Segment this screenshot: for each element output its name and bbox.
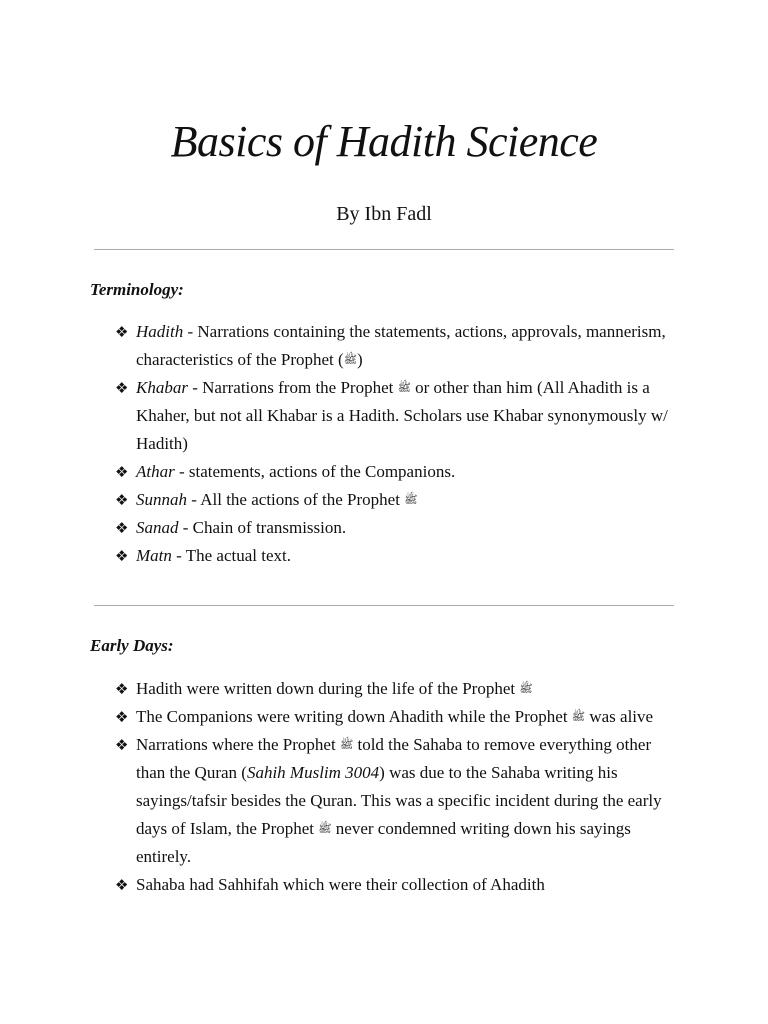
diamond-bullet-icon: ❖ — [115, 547, 129, 565]
diamond-bullet-icon: ❖ — [115, 680, 129, 698]
list-item: ❖ Matn - The actual text. — [0, 542, 768, 570]
diamond-bullet-icon: ❖ — [115, 708, 129, 726]
term: Khabar — [136, 378, 188, 397]
list-item: ❖ Hadith - Narrations containing the statements, actions, approvals, mannerism, characteristics of the Prophet (ﷺ) — [0, 318, 768, 374]
honorific-icon: ﷺ — [343, 353, 357, 366]
author-byline: By Ibn Fadl — [336, 203, 432, 225]
document-title: Basics of Hadith Science — [170, 117, 598, 166]
honorific-icon: ﷺ — [404, 493, 418, 506]
honorific-icon: ﷺ — [339, 738, 354, 751]
term: Hadith — [136, 322, 184, 341]
honorific-icon: ﷺ — [571, 710, 586, 723]
diamond-bullet-icon: ❖ — [115, 323, 129, 341]
list-item: ❖ Athar - statements, actions of the Companions. — [0, 458, 768, 486]
divider — [94, 605, 674, 606]
citation: Sahih Muslim 3004 — [246, 763, 380, 782]
early-days-list — [0, 675, 768, 899]
list-item: ❖ The Companions were writing down Ahadith while the Prophet ﷺ was alive — [0, 703, 768, 731]
list-item: ❖ Khabar - Narrations from the Prophet ﷺ or other than him (All Ahadith is a Khaher, but not all Khabar is a Hadith. Scholars use Khabar synonymously w/ Hadith) — [0, 374, 768, 458]
list-item: ❖ Sanad - Chain of transmission. — [0, 514, 768, 542]
diamond-bullet-icon: ❖ — [115, 736, 129, 754]
term: Athar — [136, 462, 175, 481]
list-item: ❖ Hadith were written down during the life of the Prophet ﷺ — [0, 675, 768, 703]
honorific-icon: ﷺ — [318, 822, 332, 835]
term: Sanad — [136, 518, 179, 537]
divider — [94, 249, 674, 250]
term: Matn — [136, 546, 172, 565]
section-heading-terminology: Terminology: — [90, 280, 184, 299]
list-item: ❖ Sunnah - All the actions of the Prophet ﷺ — [0, 486, 768, 514]
list-item: ❖ Sahaba had Sahhifah which were their collection of Ahadith — [0, 871, 768, 899]
list-item: ❖ Narrations where the Prophet ﷺ told the Sahaba to remove everything other than the Quran (Sahih Muslim 3004) was due to the Sahaba writing his sayings/tafsir besides the Quran. This was a specific incident during the early days of Islam, the Prophet ﷺ never condemned writing down his sayings entirely. — [0, 731, 768, 871]
term: Sunnah — [136, 490, 187, 509]
diamond-bullet-icon: ❖ — [115, 379, 129, 397]
terminology-list — [0, 318, 768, 570]
diamond-bullet-icon: ❖ — [115, 519, 129, 537]
diamond-bullet-icon: ❖ — [115, 491, 129, 509]
section-heading-early-days: Early Days: — [90, 636, 174, 655]
honorific-icon: ﷺ — [519, 682, 533, 695]
honorific-icon: ﷺ — [397, 381, 411, 394]
diamond-bullet-icon: ❖ — [115, 876, 129, 894]
diamond-bullet-icon: ❖ — [115, 463, 129, 481]
